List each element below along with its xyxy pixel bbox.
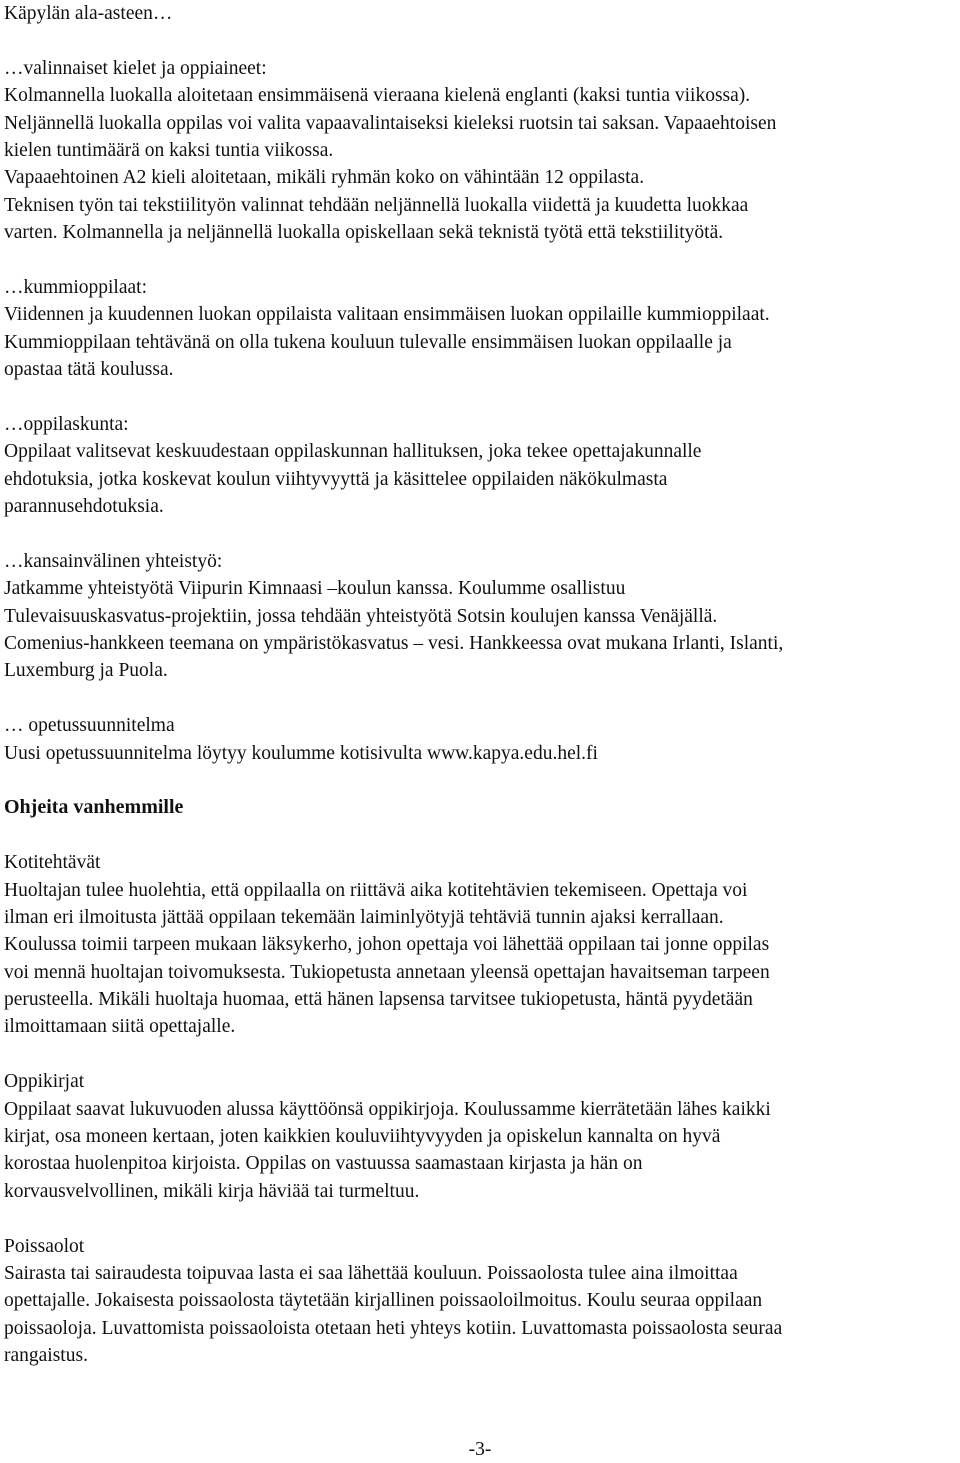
section-heading: …valinnaiset kielet ja oppiaineet:: [4, 57, 267, 79]
spacer: [4, 1041, 956, 1068]
spacer: [4, 383, 956, 410]
spacer: [4, 520, 956, 547]
paragraph-line: varten. Kolmannella ja neljännellä luokalla opiskellaan sekä teknistä työtä että tekstiilityötä.: [4, 222, 724, 244]
paragraph-line: Luxemburg ja Puola.: [4, 660, 168, 682]
paragraph-line: poissaoloja. Luvattomista poissaoloista otetaan heti yhteys kotiin. Luvattomasta poissaolosta seuraa: [4, 1317, 783, 1339]
paragraph-line: Kolmannella luokalla aloitetaan ensimmäisenä vieraana kielenä englanti (kaksi tuntia viikossa).: [4, 85, 751, 107]
section-heading: … opetussuunnitelma: [4, 715, 175, 737]
parents-guide-title: Ohjeita vanhemmille: [4, 796, 184, 819]
paragraph-line: perusteella. Mikäli huoltaja huomaa, että hänen lapsensa tarvitsee tukiopetusta, häntä pyydetään: [4, 989, 753, 1011]
section-heading: Poissaolot: [4, 1235, 85, 1257]
paragraph-line: korostaa huolenpitoa kirjoista. Oppilas on vastuussa saamastaan kirjasta ja hän on: [4, 1153, 643, 1175]
paragraph-line: Jatkamme yhteistyötä Viipurin Kimnaasi –koulun kanssa. Koulumme osallistuu: [4, 578, 626, 600]
paragraph-line: Teknisen työn tai tekstiilityön valinnat tehdään neljännellä luokalla viidettä ja kuudetta luokkaa: [4, 194, 749, 216]
section-student-council: [4, 411, 956, 521]
spacer: [4, 767, 956, 794]
section-heading: …kummioppilaat:: [4, 276, 147, 298]
paragraph-line: opettajalle. Jokaisesta poissaolosta täytetään kirjallinen poissaoloilmoitus. Koulu seuraa oppilaan: [4, 1290, 763, 1312]
paragraph-line: Kummioppilaan tehtävänä on olla tukena kouluun tulevalle ensimmäisen luokan oppilaalle ja: [4, 331, 732, 353]
spacer: [4, 1205, 956, 1232]
paragraph-line: ilmoittamaan siitä opettajalle.: [4, 1016, 236, 1038]
paragraph-line: Oppilaat saavat lukuvuoden alussa käyttöönsä oppikirjoja. Koulussamme kierrätetään lähes kaikki: [4, 1098, 771, 1120]
paragraph-line: rangaistus.: [4, 1345, 88, 1367]
paragraph-line: korvausvelvollinen, mikäli kirja häviää tai turmeltuu.: [4, 1180, 420, 1202]
page-number: -3-: [468, 1439, 492, 1460]
paragraph-line: ehdotuksia, jotka koskevat koulun viihtyvyyttä ja käsittelee oppilaiden näkökulmasta: [4, 468, 668, 490]
section-absences: [4, 1233, 956, 1370]
spacer: [4, 822, 956, 849]
paragraph-line: Vapaaehtoinen A2 kieli aloitetaan, mikäli ryhmän koko on vähintään 12 oppilasta.: [4, 167, 645, 189]
spacer: [4, 27, 956, 54]
section-heading: Kotitehtävät: [4, 852, 101, 874]
paragraph-line: ilman eri ilmoitusta jättää oppilaan tekemään laiminlyötyjä tehtäviä tunnin ajaksi kerrallaan.: [4, 906, 724, 928]
spacer: [4, 685, 956, 712]
section-heading: …kansainvälinen yhteistyö:: [4, 550, 223, 572]
paragraph-line: voi mennä huoltajan toivomuksesta. Tukiopetusta annetaan yleensä opettajan havaitseman tarpeen: [4, 961, 770, 983]
section-international: [4, 548, 956, 685]
section-languages: [4, 55, 956, 247]
document-title: Käpylän ala-asteen…: [4, 3, 173, 24]
section-heading: …oppilaskunta:: [4, 413, 129, 435]
section-textbooks: [4, 1068, 956, 1205]
document-page: [4, 0, 956, 1370]
paragraph-line: kielen tuntimäärä on kaksi tuntia viikossa.: [4, 139, 334, 161]
section-homework: [4, 849, 956, 1041]
paragraph-line: Tulevaisuuskasvatus-projektiin, jossa tehdään yhteistyötä Sotsin koulujen kanssa Venäjällä.: [4, 605, 718, 627]
paragraph-line: Koulussa toimii tarpeen mukaan läksykerho, johon opettaja voi lähettää oppilaan tai jonne oppilas: [4, 934, 770, 956]
paragraph-line: Oppilaat valitsevat keskuudestaan oppilaskunnan hallituksen, joka tekee opettajakunnalle: [4, 441, 702, 463]
section-curriculum: [4, 712, 956, 767]
paragraph-line: Huoltajan tulee huolehtia, että oppilaalla on riittävä aika kotitehtävien tekemiseen. Opettaja voi: [4, 879, 748, 901]
paragraph-line: parannusehdotuksia.: [4, 496, 164, 518]
section-heading: Oppikirjat: [4, 1071, 85, 1093]
paragraph-line: Sairasta tai sairaudesta toipuvaa lasta ei saa lähettää kouluun. Poissaolosta tulee aina ilmoittaa: [4, 1262, 738, 1284]
section-tutors: [4, 274, 956, 384]
spacer: [4, 247, 956, 274]
paragraph-line: Comenius-hankkeen teemana on ympäristökasvatus – vesi. Hankkeessa ovat mukana Irlanti, Islanti,: [4, 632, 784, 654]
paragraph-line: opastaa tätä koulussa.: [4, 359, 174, 381]
paragraph-line: Uusi opetussuunnitelma löytyy koulumme kotisivulta www.kapya.edu.hel.fi: [4, 742, 598, 764]
paragraph-line: kirjat, osa moneen kertaan, joten kaikkien kouluviihtyvyyden ja opiskelun kannalta on hyvä: [4, 1126, 721, 1148]
paragraph-line: Viidennen ja kuudennen luokan oppilaista valitaan ensimmäisen luokan oppilaille kummioppilaat.: [4, 304, 770, 326]
paragraph-line: Neljännellä luokalla oppilas voi valita vapaavalintaiseksi kieleksi ruotsin tai saksan. Vapaaehtoisen: [4, 112, 777, 134]
